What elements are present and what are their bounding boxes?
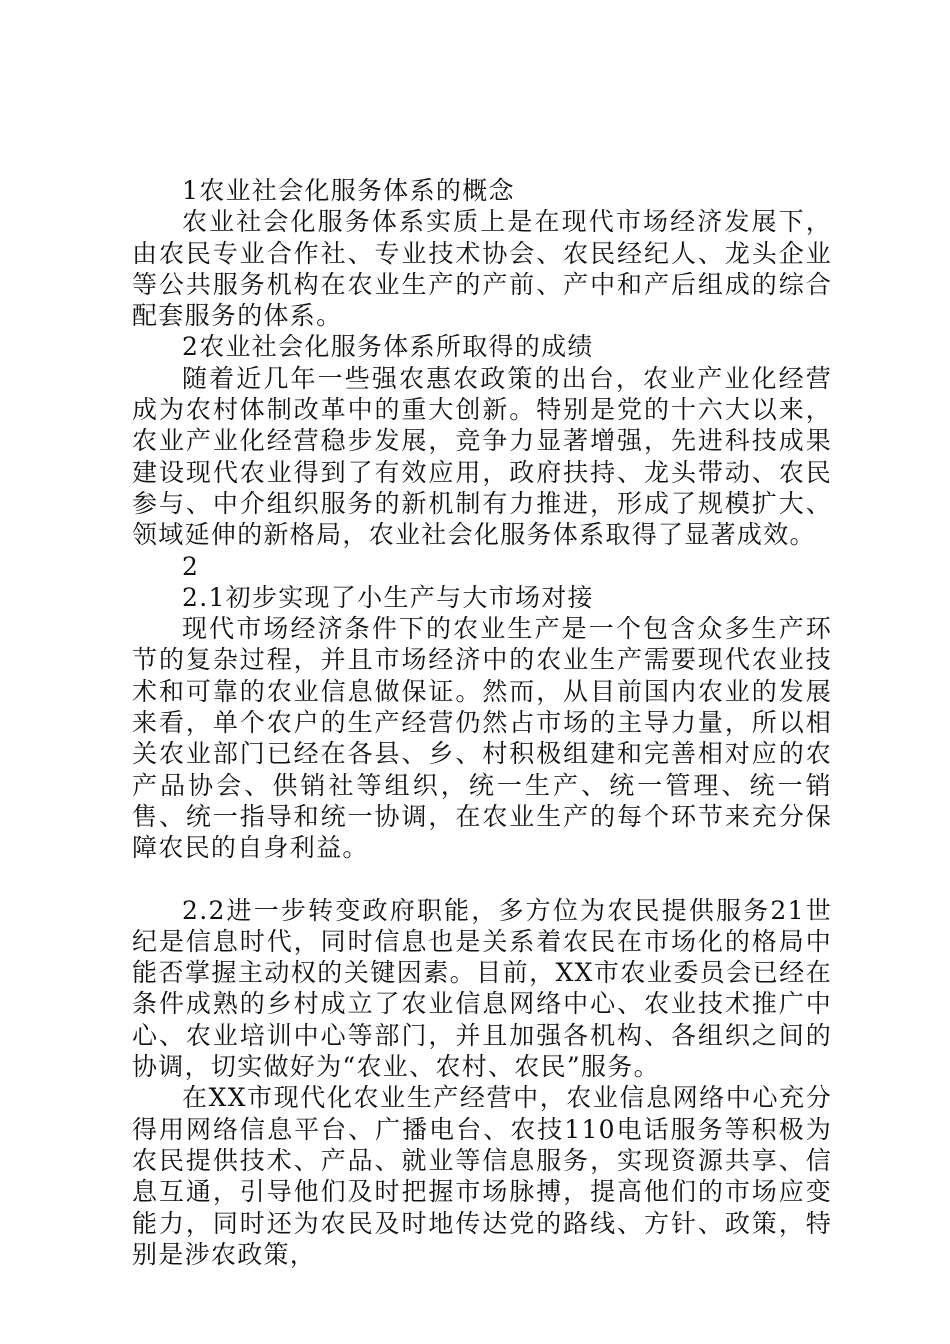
body-paragraph: 农业社会化服务体系实质上是在现代市场经济发展下，由农民专业合作社、专业技术协会、农民经纪人、龙头企业等公共服务机构在农业生产的产前、产中和产后组成的综合配套服务的体系。 (132, 207, 832, 331)
section-number: 2 (182, 551, 200, 581)
body-paragraph: 在XX市现代化农业生产经营中，农业信息网络中心充分得用网络信息平台、广播电台、农技110电话服务等积极为农民提供技术、产品、就业等信息服务，实现资源共享、信息互通，引导他们及时把握市场脉搏，提高他们的市场应变能力，同时还为农民及时地传达党的路线、方针、政策，特别是涉农政策， (132, 1083, 832, 1269)
body-paragraph: 2.2进一步转变政府职能，多方位为农民提供服务21世纪是信息时代，同时信息也是关系着农民在市场化的格局中能否掌握主动权的关键因素。目前，XX市农业委员会已经在条件成熟的乡村成立了农业信息网络中心、农业技术推广中心、农业培训中心等部门，并且加强各机构、各组织之间的协调，切实做好为“农业、农村、农民”服务。 (132, 895, 832, 1082)
paragraph-spacer (132, 864, 832, 895)
body-paragraph: 随着近几年一些强农惠农政策的出台，农业产业化经营成为农村体制改革中的重大创新。特别是党的十六大以来，农业产业化经营稳步发展，竞争力显著增强，先进科技成果建设现代农业得到了有效应用，政府扶持、龙头带动、农民参与、中介组织服务的新机制有力推进，形成了规模扩大、领域延伸的新格局，农业社会化服务体系取得了显著成效。 (132, 363, 832, 550)
section-heading: 1农业社会化服务体系的概念 (182, 176, 515, 205)
section-heading: 2农业社会化服务体系所取得的成绩 (182, 332, 594, 362)
body-paragraph: 现代市场经济条件下的农业生产是一个包含众多生产环节的复杂过程，并且市场经济中的农业生产需要现代农业技术和可靠的农业信息做保证。然而，从目前国内农业的发展来看，单个农户的生产经营仍然占市场的主导力量，所以相关农业部门已经在各县、乡、村积极组建和完善相对应的农产品协会、供销社等组织，统一生产、统一管理、统一销售、统一指导和统一协调，在农业生产的每个环节来充分保障农民的自身利益。 (132, 614, 832, 863)
document-body (132, 175, 832, 1270)
subsection-heading: 2.1初步实现了小生产与大市场对接 (182, 582, 594, 612)
